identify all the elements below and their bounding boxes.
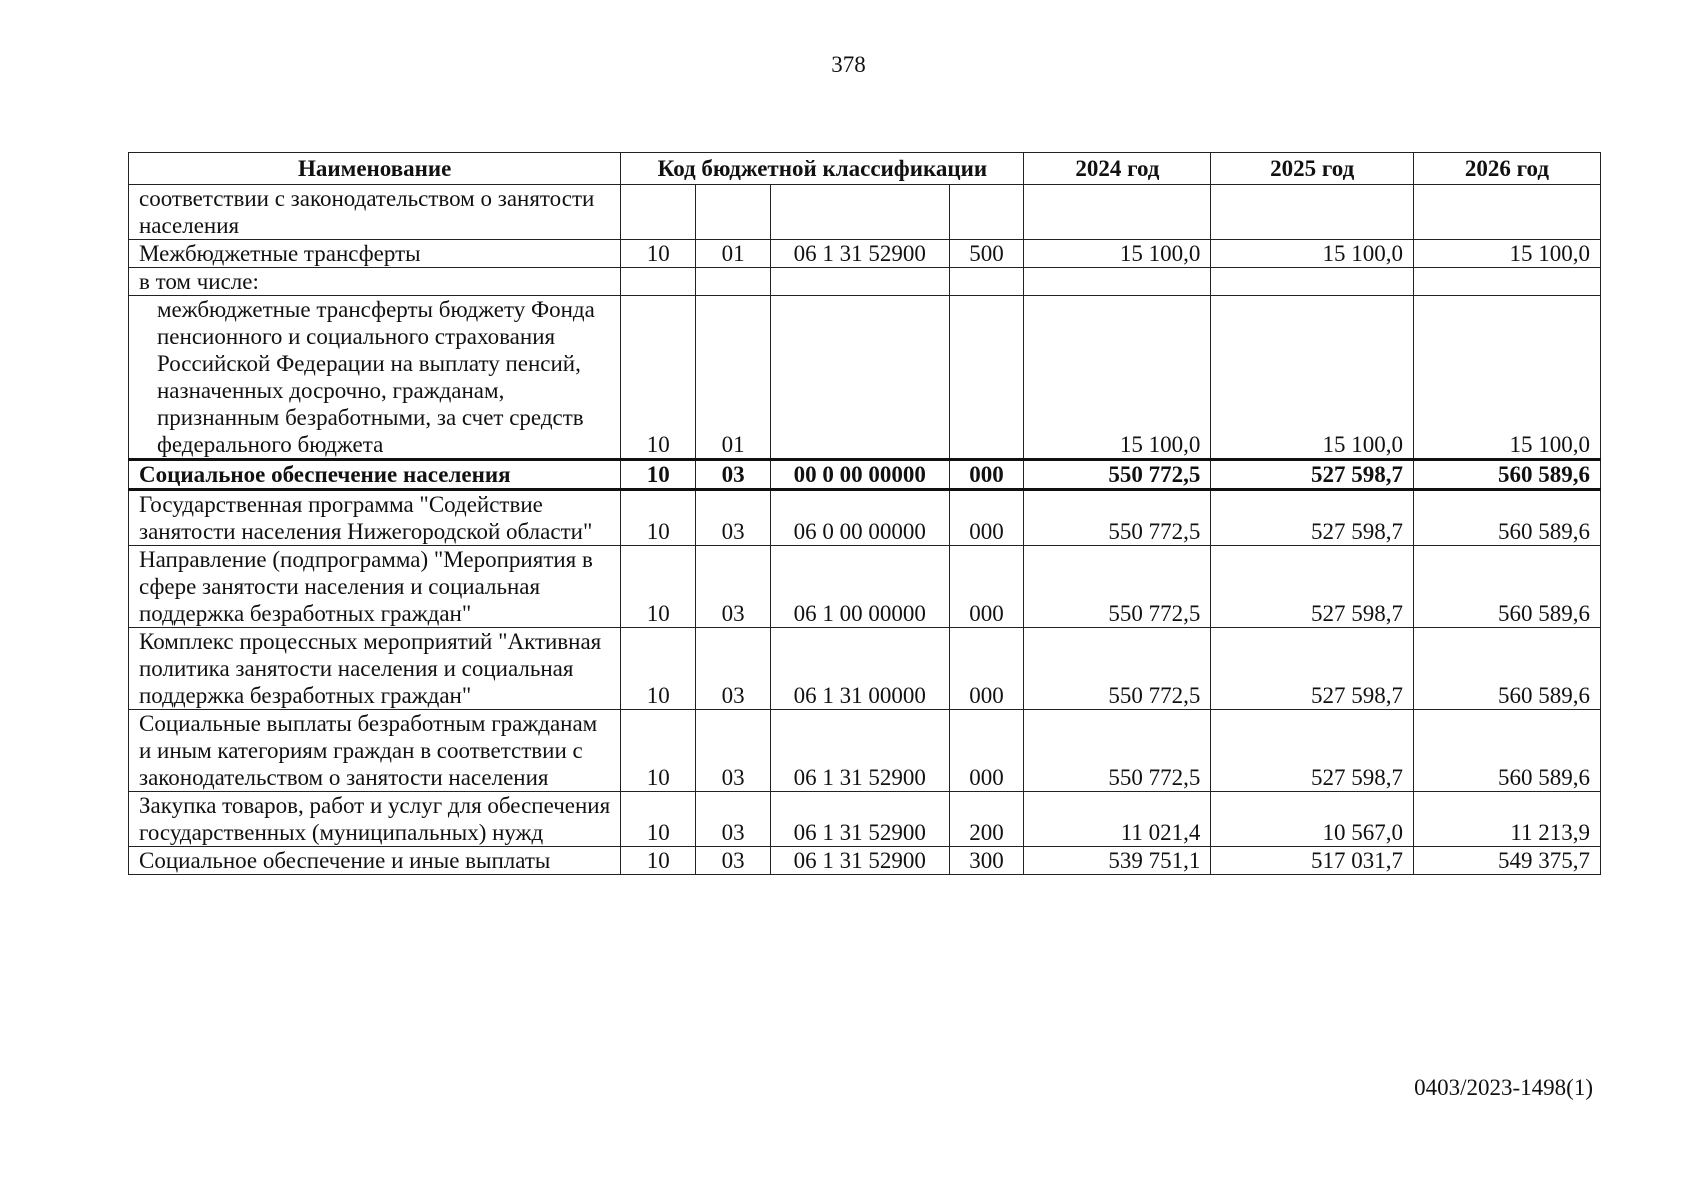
- table-row: [129, 185, 1601, 240]
- row-target-article: [770, 185, 949, 240]
- row-2025: 10 567,0: [1211, 792, 1414, 847]
- row-name: соответствии с законодательством о занятости населения: [129, 185, 621, 240]
- row-2025: 15 100,0: [1211, 240, 1414, 268]
- row-name: Закупка товаров, работ и услуг для обеспечения государственных (муниципальных) нужд: [129, 792, 621, 847]
- row-name: Комплекс процессных мероприятий "Активная политика занятости населения и социальная поддержка безработных граждан": [129, 628, 621, 710]
- row-target-article: 06 1 31 52900: [770, 240, 949, 268]
- row-2026: 15 100,0: [1413, 296, 1600, 460]
- table-row: [129, 710, 1601, 792]
- row-expense-type: 000: [949, 628, 1024, 710]
- row-subsection: [696, 185, 771, 240]
- row-2024: 11 021,4: [1024, 792, 1211, 847]
- row-subsection: 01: [696, 240, 771, 268]
- table-row: [129, 546, 1601, 628]
- budget-table: [128, 152, 1601, 875]
- row-target-article: 06 1 31 52900: [770, 710, 949, 792]
- row-target-article: 06 0 00 00000: [770, 490, 949, 546]
- row-2024: 550 772,5: [1024, 460, 1211, 490]
- row-subsection: 03: [696, 847, 771, 875]
- row-2026: [1413, 268, 1600, 296]
- row-section: [621, 185, 696, 240]
- table-header-row: [129, 153, 1601, 185]
- row-subsection: 01: [696, 296, 771, 460]
- row-2026: 560 589,6: [1413, 628, 1600, 710]
- row-2024: 550 772,5: [1024, 490, 1211, 546]
- row-2024: 15 100,0: [1024, 240, 1211, 268]
- row-section: 10: [621, 490, 696, 546]
- row-section: 10: [621, 710, 696, 792]
- row-name: Направление (подпрограмма) "Мероприятия в сфере занятости населения и социальная поддержка безработных граждан": [129, 546, 621, 628]
- row-section: 10: [621, 628, 696, 710]
- row-2025: 527 598,7: [1211, 490, 1414, 546]
- row-2025: [1211, 185, 1414, 240]
- row-expense-type: [949, 185, 1024, 240]
- row-target-article: 06 1 31 52900: [770, 792, 949, 847]
- header-2024: 2024 год: [1024, 153, 1211, 185]
- row-expense-type: 200: [949, 792, 1024, 847]
- row-section: 10: [621, 460, 696, 490]
- table-row: [129, 847, 1601, 875]
- table-row: [129, 792, 1601, 847]
- row-target-article: 00 0 00 00000: [770, 460, 949, 490]
- table-row: [129, 240, 1601, 268]
- row-2024: [1024, 268, 1211, 296]
- row-name: Социальное обеспечение населения: [129, 460, 621, 490]
- table-row-section-total: [129, 460, 1601, 490]
- row-subsection: 03: [696, 628, 771, 710]
- table-row: [129, 628, 1601, 710]
- header-2025: 2025 год: [1211, 153, 1414, 185]
- document-code: 0403/2023-1498(1): [1414, 1075, 1593, 1100]
- row-subsection: [696, 268, 771, 296]
- table-row: [129, 296, 1601, 460]
- row-expense-type: 000: [949, 546, 1024, 628]
- row-2025: 517 031,7: [1211, 847, 1414, 875]
- row-expense-type: 500: [949, 240, 1024, 268]
- row-subsection: 03: [696, 546, 771, 628]
- row-section: 10: [621, 792, 696, 847]
- row-2025: 527 598,7: [1211, 628, 1414, 710]
- row-2024: 550 772,5: [1024, 628, 1211, 710]
- row-2025: 527 598,7: [1211, 710, 1414, 792]
- row-name: Социальные выплаты безработным гражданам и иным категориям граждан в соответствии с законодательством о занятости населения: [129, 710, 621, 792]
- row-target-article: [770, 296, 949, 460]
- row-target-article: 06 1 00 00000: [770, 546, 949, 628]
- row-name: Государственная программа "Содействие занятости населения Нижегородской области": [129, 490, 621, 546]
- row-subsection: 03: [696, 460, 771, 490]
- row-2024: 550 772,5: [1024, 546, 1211, 628]
- row-2025: [1211, 268, 1414, 296]
- header-2026: 2026 год: [1413, 153, 1600, 185]
- header-name: Наименование: [129, 153, 621, 185]
- row-2025: 527 598,7: [1211, 460, 1414, 490]
- row-subsection: 03: [696, 792, 771, 847]
- row-section: [621, 268, 696, 296]
- row-name: межбюджетные трансферты бюджету Фонда пенсионного и социального страхования Российской Федерации на выплату пенсий, назначенных досрочно, гражданам, признанным безработными, за счет средств федерального бюджета: [129, 296, 621, 460]
- row-2024: [1024, 185, 1211, 240]
- row-subsection: 03: [696, 490, 771, 546]
- row-expense-type: [949, 296, 1024, 460]
- row-2025: 15 100,0: [1211, 296, 1414, 460]
- row-subsection: 03: [696, 710, 771, 792]
- row-section: 10: [621, 296, 696, 460]
- row-2026: 15 100,0: [1413, 240, 1600, 268]
- row-target-article: [770, 268, 949, 296]
- row-2026: 549 375,7: [1413, 847, 1600, 875]
- row-section: 10: [621, 847, 696, 875]
- header-code: Код бюджетной классификации: [621, 153, 1024, 185]
- row-2026: 11 213,9: [1413, 792, 1600, 847]
- row-name: Межбюджетные трансферты: [129, 240, 621, 268]
- row-expense-type: [949, 268, 1024, 296]
- row-section: 10: [621, 546, 696, 628]
- row-name: Социальное обеспечение и иные выплаты: [129, 847, 621, 875]
- row-2026: [1413, 185, 1600, 240]
- page-number: 378: [831, 52, 866, 77]
- row-2026: 560 589,6: [1413, 710, 1600, 792]
- row-expense-type: 000: [949, 710, 1024, 792]
- row-2024: 539 751,1: [1024, 847, 1211, 875]
- row-2024: 15 100,0: [1024, 296, 1211, 460]
- row-2026: 560 589,6: [1413, 460, 1600, 490]
- table-row: [129, 268, 1601, 296]
- row-2025: 527 598,7: [1211, 546, 1414, 628]
- row-target-article: 06 1 31 00000: [770, 628, 949, 710]
- row-target-article: 06 1 31 52900: [770, 847, 949, 875]
- row-2026: 560 589,6: [1413, 546, 1600, 628]
- row-2026: 560 589,6: [1413, 490, 1600, 546]
- table-row: [129, 490, 1601, 546]
- row-2024: 550 772,5: [1024, 710, 1211, 792]
- row-name: в том числе:: [129, 268, 621, 296]
- row-expense-type: 000: [949, 490, 1024, 546]
- row-expense-type: 300: [949, 847, 1024, 875]
- row-expense-type: 000: [949, 460, 1024, 490]
- row-section: 10: [621, 240, 696, 268]
